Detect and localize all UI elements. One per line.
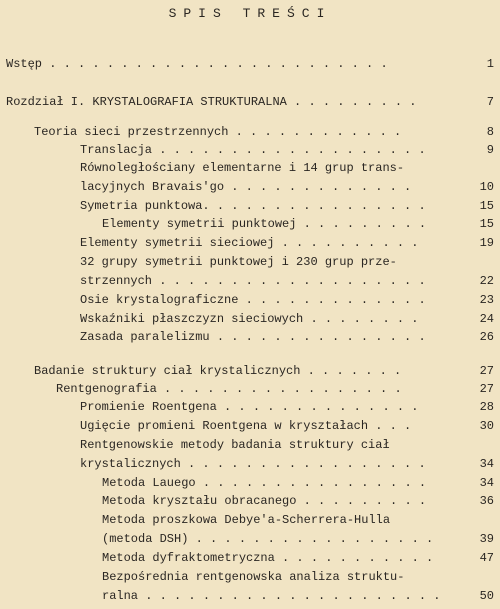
- toc-entry-lauego: [0, 475, 500, 491]
- toc-entry-chapter-1: [0, 94, 500, 110]
- toc-entry-text: Ugięcie promieni Roentgena w kryształach . . .: [80, 419, 412, 433]
- toc-entry-text: (metoda DSH) . . . . . . . . . . . . . . . . .: [102, 532, 434, 546]
- toc-entry-page: 10: [479, 180, 494, 194]
- toc-entry-metody-line1: [0, 437, 500, 453]
- toc-entry-wskazniki: [0, 311, 500, 327]
- toc-entry-text: Rozdział I. KRYSTALOGRAFIA STRUKTURALNA . . . . . . . . .: [6, 95, 417, 109]
- toc-entry-text: Metoda dyfraktometryczna . . . . . . . . . . .: [102, 551, 434, 565]
- toc-entry-bezposrednia-line2: [0, 588, 500, 604]
- toc-entry-page: 34: [479, 476, 494, 490]
- toc-entry-proszkowa-line2: [0, 531, 500, 547]
- toc-entry-text: 32 grupy symetrii punktowej i 230 grup prze-: [80, 255, 397, 269]
- toc-entry-text: Promienie Roentgena . . . . . . . . . . . . . .: [80, 400, 419, 414]
- toc-entry-promienie: [0, 399, 500, 415]
- toc-entry-text: strzennych . . . . . . . . . . . . . . . . . . .: [80, 274, 426, 288]
- toc-entry-page: 1: [486, 57, 494, 71]
- toc-entry-text: Teoria sieci przestrzennych . . . . . . . . . . . .: [34, 125, 402, 139]
- toc-entry-page: 27: [479, 382, 494, 396]
- toc-entry-dyfraktometryczna: [0, 550, 500, 566]
- toc-entry-teoria-sieci: [0, 124, 500, 140]
- toc-entry-badanie: [0, 363, 500, 379]
- toc-entry-rownoleglosciany-line1: [0, 160, 500, 176]
- toc-entry-text: Metoda Lauego . . . . . . . . . . . . . . . .: [102, 476, 427, 490]
- toc-title: SPIS TREŚCI: [168, 6, 332, 21]
- toc-entry-rownoleglosciany-line2: [0, 179, 500, 195]
- toc-entry-translacja: [0, 142, 500, 158]
- toc-entry-page: 47: [479, 551, 494, 565]
- toc-entry-page: 24: [479, 312, 494, 326]
- toc-entry-page: 30: [479, 419, 494, 433]
- toc-entry-page: 34: [479, 457, 494, 471]
- toc-entry-page: 7: [486, 95, 494, 109]
- toc-entry-page: 28: [479, 400, 494, 414]
- toc-entry-page: 8: [486, 125, 494, 139]
- toc-entry-page: 36: [479, 494, 494, 508]
- toc-entry-text: Wstęp . . . . . . . . . . . . . . . . . . . . . . . .: [6, 57, 388, 71]
- toc-entry-page: 9: [486, 143, 494, 157]
- toc-entry-text: Elementy symetrii sieciowej . . . . . . . . . .: [80, 236, 419, 250]
- toc-entry-page: 19: [479, 236, 494, 250]
- toc-entry-text: lacyjnych Bravais'go . . . . . . . . . . . . .: [80, 180, 412, 194]
- toc-entry-krysztalu: [0, 493, 500, 509]
- toc-entry-page: 22: [479, 274, 494, 288]
- toc-entry-text: krystalicznych . . . . . . . . . . . . . . . . .: [80, 457, 426, 471]
- toc-entry-text: Badanie struktury ciał krystalicznych . . . . . . .: [34, 364, 402, 378]
- toc-entry-symetria-punktowa: [0, 198, 500, 214]
- toc-entry-text: ralna . . . . . . . . . . . . . . . . . . . . .: [102, 589, 441, 603]
- toc-entry-text: Elementy symetrii punktowej . . . . . . . . .: [102, 217, 427, 231]
- toc-entry-wstep: [0, 56, 500, 72]
- toc-entry-32-grupy-line1: [0, 254, 500, 270]
- toc-entry-page: 15: [479, 199, 494, 213]
- toc-entry-text: Metoda kryształu obracanego . . . . . . . . .: [102, 494, 427, 508]
- toc-entry-bezposrednia-line1: [0, 569, 500, 585]
- toc-entry-text: Osie krystalograficzne . . . . . . . . . . . . .: [80, 293, 426, 307]
- toc-entry-page: 23: [479, 293, 494, 307]
- toc-entry-text: Symetria punktowa. . . . . . . . . . . . . . . .: [80, 199, 426, 213]
- toc-entry-page: 39: [479, 532, 494, 546]
- toc-entry-rentgenografia: [0, 381, 500, 397]
- toc-entry-text: Rentgenowskie metody badania struktury ciał: [80, 438, 390, 452]
- toc-entry-osie: [0, 292, 500, 308]
- toc-entry-text: Zasada paralelizmu . . . . . . . . . . . . . . .: [80, 330, 426, 344]
- toc-entry-text: Rentgenografia . . . . . . . . . . . . . . . . .: [56, 382, 402, 396]
- toc-entry-zasada: [0, 329, 500, 345]
- toc-entry-proszkowa-line1: [0, 512, 500, 528]
- toc-entry-page: 15: [479, 217, 494, 231]
- toc-entry-elementy-punktowej: [0, 216, 500, 232]
- toc-entry-page: 50: [479, 589, 494, 603]
- toc-entry-text: Metoda proszkowa Debye'a-Scherrera-Hulla: [102, 513, 391, 527]
- toc-entry-metody-line2: [0, 456, 500, 472]
- toc-entry-text: Translacja . . . . . . . . . . . . . . . . . . .: [80, 143, 426, 157]
- toc-entry-32-grupy-line2: [0, 273, 500, 289]
- toc-entry-elementy-sieciowej: [0, 235, 500, 251]
- toc-entry-page: 27: [479, 364, 494, 378]
- toc-entry-ugiecie: [0, 418, 500, 434]
- toc-entry-text: Równoległościany elementarne i 14 grup trans-: [80, 161, 405, 175]
- toc-entry-text: Bezpośrednia rentgenowska analiza struktu-: [102, 570, 405, 584]
- toc-entry-page: 26: [479, 330, 494, 344]
- toc-entry-text: Wskaźniki płaszczyzn sieciowych . . . . . . . .: [80, 312, 419, 326]
